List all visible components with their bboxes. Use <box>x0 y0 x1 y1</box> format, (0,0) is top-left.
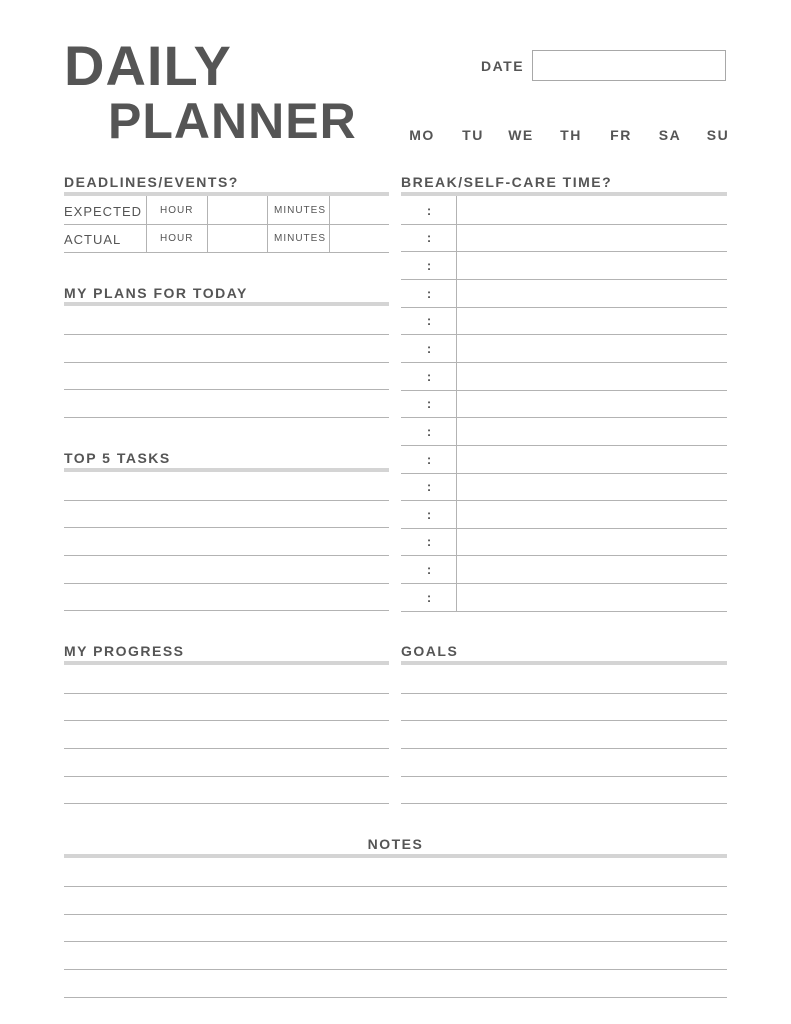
expected-label: EXPECTED <box>64 204 143 219</box>
deadlines-heading: DEADLINES/EVENTS? <box>64 174 239 190</box>
plan-line[interactable] <box>64 417 389 418</box>
notes-line[interactable] <box>64 997 727 998</box>
expected-minutes-field[interactable] <box>330 197 388 223</box>
day-sa[interactable]: SA <box>658 127 682 143</box>
break-time-separator: : <box>426 313 432 329</box>
expected-minutes-label: MINUTES <box>274 205 326 216</box>
date-label: DATE <box>481 58 525 74</box>
progress-heading: MY PROGRESS <box>64 643 185 659</box>
break-time-separator: : <box>426 506 432 522</box>
break-time-separator: : <box>426 340 432 356</box>
day-su[interactable]: SU <box>706 127 730 143</box>
break-time-entry[interactable] <box>457 197 727 223</box>
progress-line[interactable] <box>64 693 389 694</box>
notes-line[interactable] <box>64 941 727 942</box>
break-time-line <box>401 611 727 612</box>
break-time-separator: : <box>426 423 432 439</box>
break-time-entry[interactable] <box>457 363 727 389</box>
goal-line[interactable] <box>401 748 727 749</box>
break-time-separator: : <box>426 230 432 246</box>
deadlines-rule <box>64 192 389 196</box>
break-time-entry[interactable] <box>457 280 727 306</box>
break-time-rule <box>401 192 727 196</box>
progress-line[interactable] <box>64 748 389 749</box>
task-line[interactable] <box>64 555 389 556</box>
break-time-heading: BREAK/SELF-CARE TIME? <box>401 174 613 190</box>
progress-line[interactable] <box>64 776 389 777</box>
day-mo[interactable]: MO <box>409 127 435 143</box>
break-time-separator: : <box>426 534 432 550</box>
actual-label: ACTUAL <box>64 232 122 247</box>
break-time-separator: : <box>426 202 432 218</box>
goal-line[interactable] <box>401 776 727 777</box>
notes-line[interactable] <box>64 914 727 915</box>
day-tu[interactable]: TU <box>462 127 484 143</box>
expected-hour-label: HOUR <box>160 205 194 216</box>
break-time-entry[interactable] <box>457 474 727 500</box>
top-tasks-rule <box>64 468 389 472</box>
task-line[interactable] <box>64 500 389 501</box>
top-tasks-heading: TOP 5 TASKS <box>64 450 171 466</box>
goals-heading: GOALS <box>401 643 459 659</box>
break-time-entry[interactable] <box>457 446 727 472</box>
title-line-2: PLANNER <box>108 93 357 149</box>
break-time-separator: : <box>426 396 432 412</box>
weekday-selector <box>401 127 731 145</box>
actual-minutes-label: MINUTES <box>274 233 326 244</box>
table-row-divider <box>64 252 389 253</box>
expected-hour-field[interactable] <box>208 197 266 223</box>
goal-line[interactable] <box>401 720 727 721</box>
task-line[interactable] <box>64 527 389 528</box>
break-time-separator: : <box>426 257 432 273</box>
actual-hour-field[interactable] <box>208 225 266 251</box>
notes-heading: NOTES <box>367 836 424 852</box>
break-time-entry[interactable] <box>457 225 727 251</box>
title-line-1: DAILY <box>64 34 232 97</box>
day-fr[interactable]: FR <box>610 127 632 143</box>
break-time-entry[interactable] <box>457 556 727 582</box>
notes-rule <box>64 854 727 858</box>
break-time-separator: : <box>426 285 432 301</box>
break-time-entry[interactable] <box>457 252 727 278</box>
break-time-entry[interactable] <box>457 308 727 334</box>
plan-line[interactable] <box>64 389 389 390</box>
actual-hour-label: HOUR <box>160 233 194 244</box>
task-line[interactable] <box>64 583 389 584</box>
day-th[interactable]: TH <box>560 127 582 143</box>
break-time-separator: : <box>426 479 432 495</box>
progress-rule <box>64 661 389 665</box>
break-time-entry[interactable] <box>457 418 727 444</box>
goal-line[interactable] <box>401 693 727 694</box>
goals-rule <box>401 661 727 665</box>
break-time-entry[interactable] <box>457 501 727 527</box>
plan-line[interactable] <box>64 334 389 335</box>
actual-minutes-field[interactable] <box>330 225 388 251</box>
goal-line[interactable] <box>401 803 727 804</box>
break-time-separator: : <box>426 368 432 384</box>
break-time-separator: : <box>426 451 432 467</box>
plans-heading: MY PLANS FOR TODAY <box>64 285 248 301</box>
progress-line[interactable] <box>64 803 389 804</box>
break-time-entry[interactable] <box>457 529 727 555</box>
task-line[interactable] <box>64 610 389 611</box>
progress-line[interactable] <box>64 720 389 721</box>
break-time-entry[interactable] <box>457 391 727 417</box>
plans-rule <box>64 302 389 306</box>
day-we[interactable]: WE <box>508 127 534 143</box>
break-time-entry[interactable] <box>457 335 727 361</box>
date-field[interactable] <box>532 50 726 81</box>
notes-line[interactable] <box>64 886 727 887</box>
break-time-separator: : <box>426 562 432 578</box>
break-time-separator: : <box>426 589 432 605</box>
plan-line[interactable] <box>64 362 389 363</box>
notes-line[interactable] <box>64 969 727 970</box>
break-time-entry[interactable] <box>457 584 727 610</box>
